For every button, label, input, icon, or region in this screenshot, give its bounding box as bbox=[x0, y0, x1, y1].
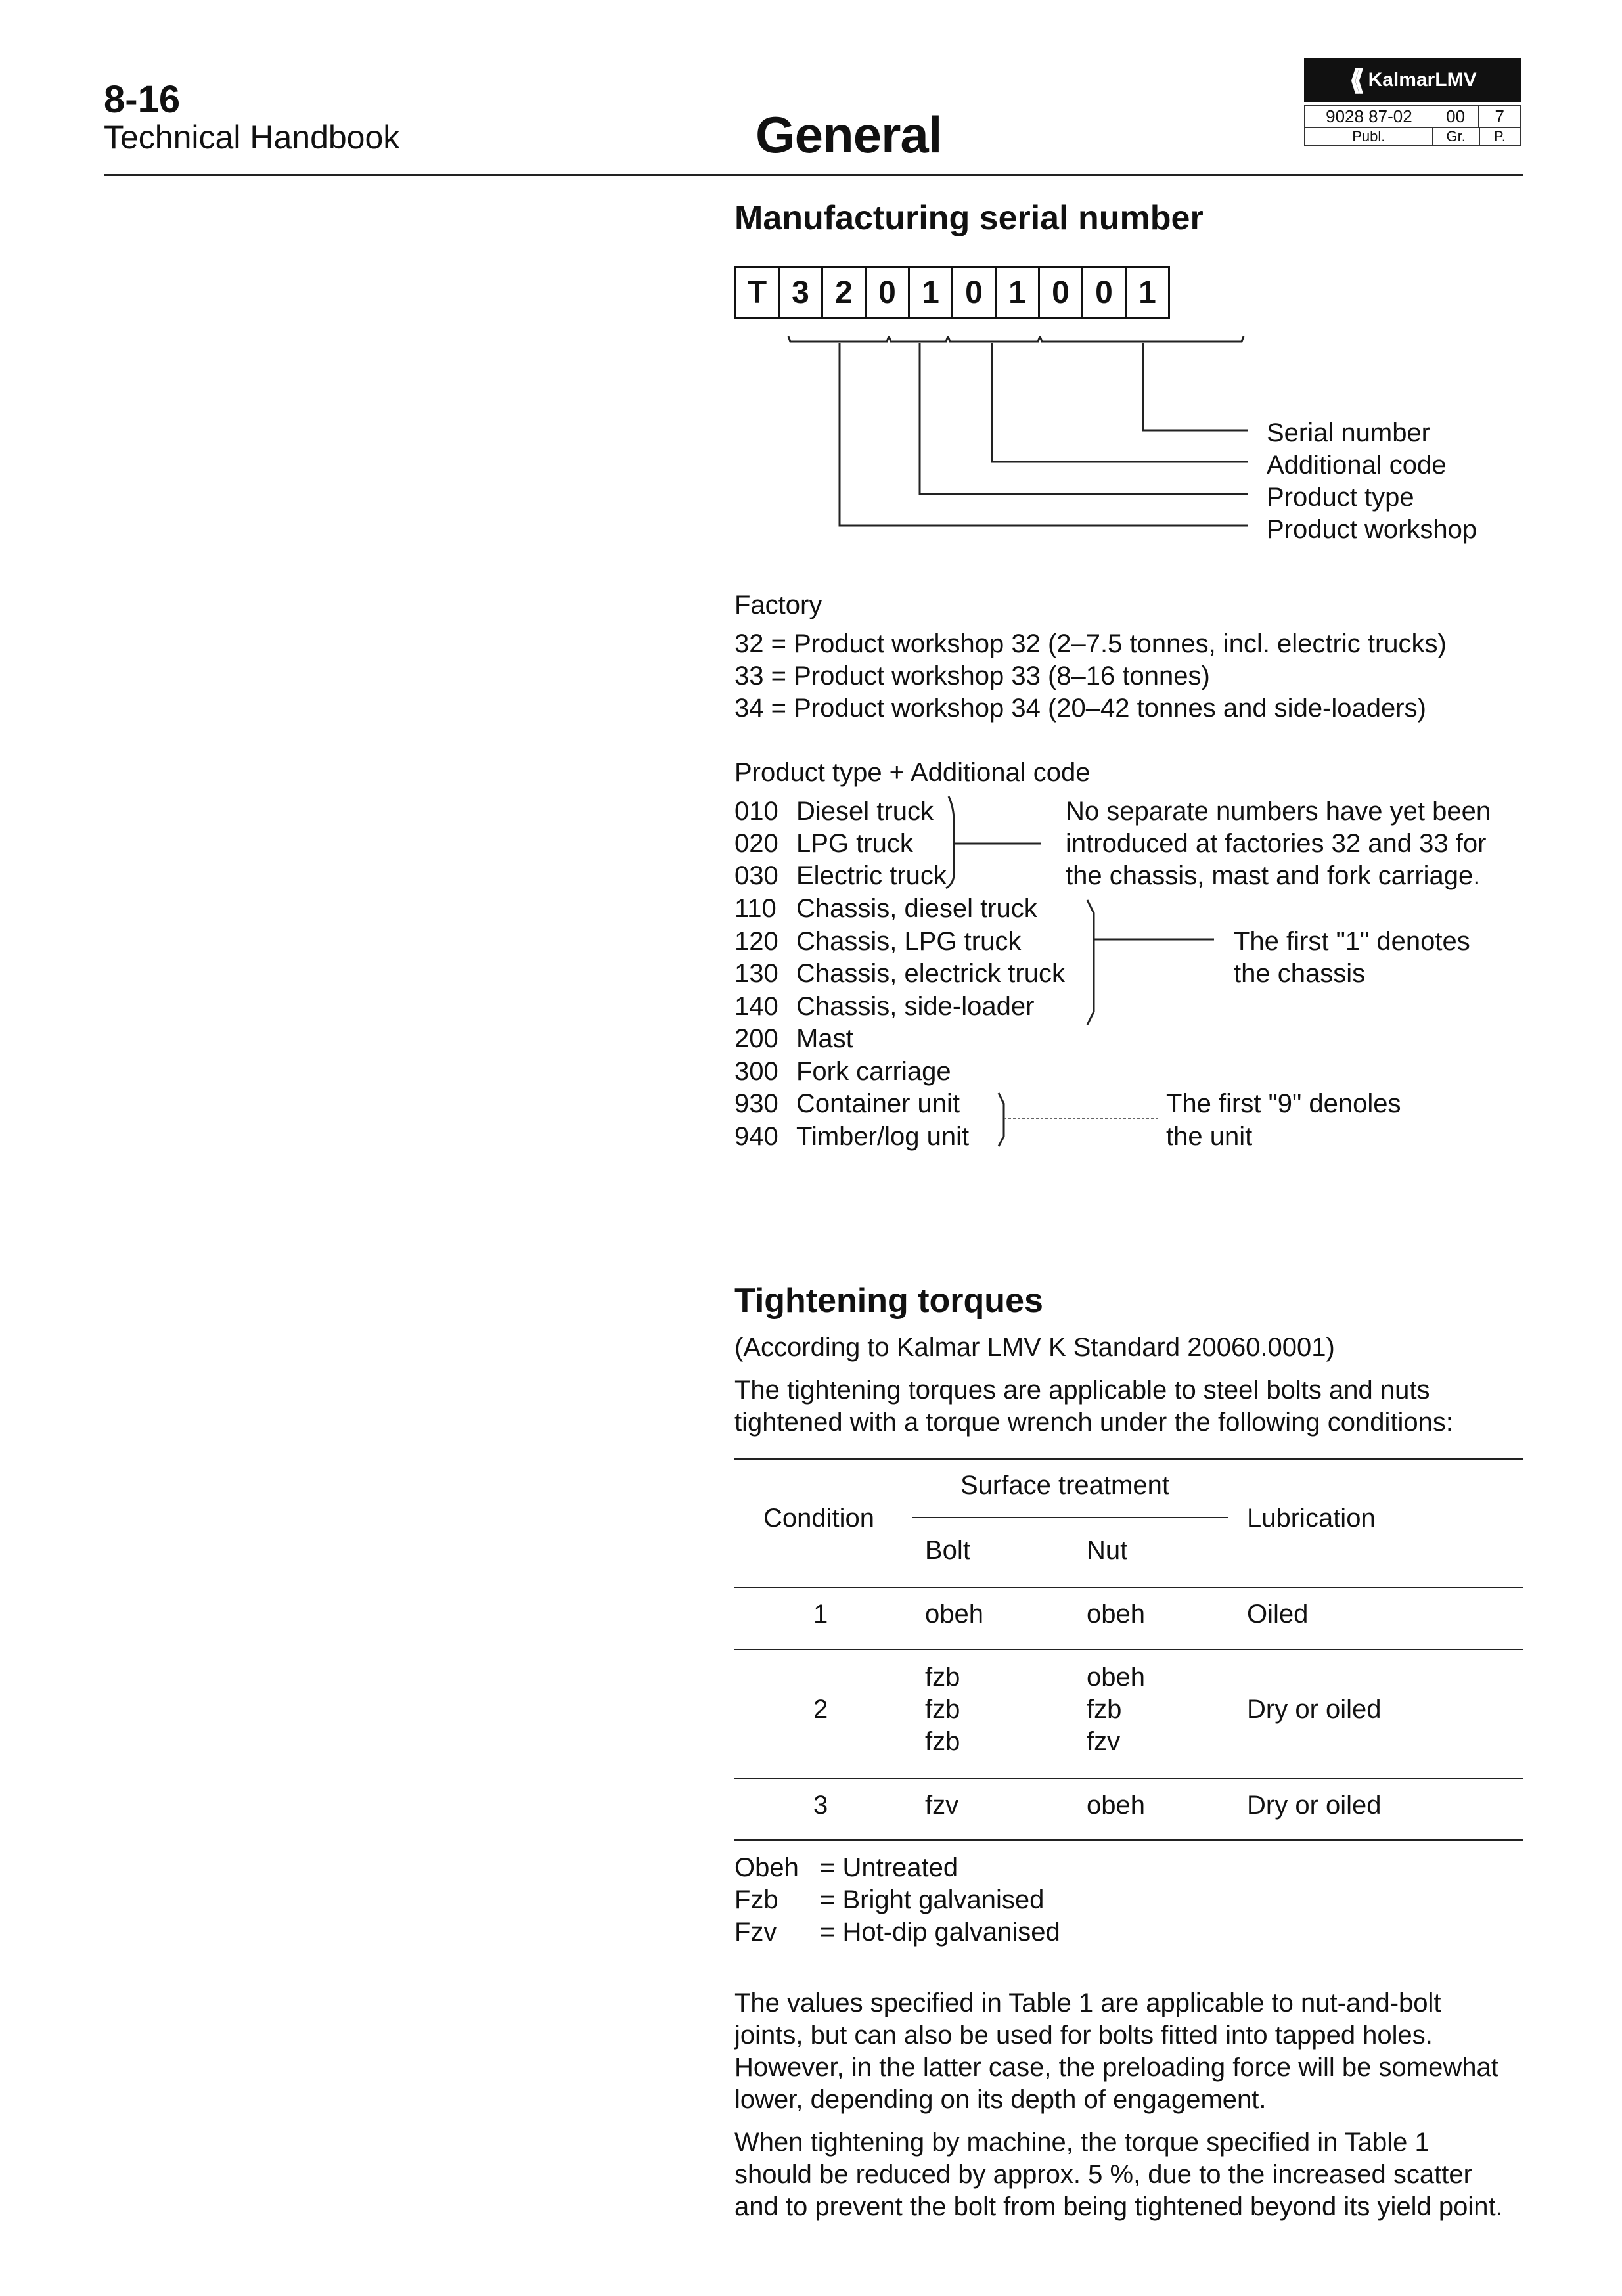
paragraph-line: should be reduced by approx. 5 %, due to the increased scatter bbox=[734, 2160, 1472, 2189]
table-cell-nut: fzb bbox=[1087, 1695, 1122, 1724]
product-type-heading: Product type + Additional code bbox=[734, 758, 1091, 787]
table-cell-bolt: fzb bbox=[925, 1663, 960, 1692]
table-cell-condition: 3 bbox=[813, 1791, 828, 1820]
torques-intro-line: tightened with a torque wrench under the following conditions: bbox=[734, 1408, 1454, 1437]
product-note-line: The first "1" denotes bbox=[1234, 927, 1470, 956]
legend-abbr: Fzb bbox=[734, 1885, 778, 1914]
product-note-line: No separate numbers have yet been bbox=[1066, 797, 1491, 826]
table-top-rule bbox=[734, 1458, 1523, 1460]
section-title: General bbox=[755, 106, 942, 164]
product-code: 020 bbox=[734, 829, 778, 858]
factory-line: 32 = Product workshop 32 (2–7.5 tonnes, incl. electric trucks) bbox=[734, 629, 1447, 658]
serial-digit: 3 bbox=[778, 268, 821, 317]
publication-label-gr: Gr. bbox=[1432, 128, 1479, 145]
publication-page: 7 bbox=[1478, 106, 1520, 127]
product-name: Diesel truck bbox=[796, 797, 934, 826]
product-name: Chassis, diesel truck bbox=[796, 894, 1037, 923]
table-cell-nut: obeh bbox=[1087, 1791, 1145, 1820]
serial-digit: 1 bbox=[995, 268, 1038, 317]
serial-digit: T bbox=[747, 275, 767, 310]
product-name: Mast bbox=[796, 1024, 853, 1053]
table-header-condition: Condition bbox=[763, 1504, 875, 1533]
product-code: 030 bbox=[734, 861, 778, 890]
logo-text: KalmarLMV bbox=[1368, 69, 1477, 91]
product-code: 200 bbox=[734, 1024, 778, 1053]
torques-subheading: (According to Kalmar LMV K Standard 20060.0001) bbox=[734, 1333, 1335, 1362]
table-bottom-rule bbox=[734, 1839, 1523, 1841]
legend-meaning: = Hot-dip galvanised bbox=[820, 1918, 1060, 1947]
product-note-line: introduced at factories 32 and 33 for bbox=[1066, 829, 1487, 858]
table-cell-condition: 1 bbox=[813, 1600, 828, 1629]
serial-digit: 2 bbox=[821, 268, 865, 317]
legend-abbr: Obeh bbox=[734, 1853, 799, 1882]
surface-underline bbox=[912, 1517, 1228, 1518]
torques-intro-line: The tightening torques are applicable to steel bolts and nuts bbox=[734, 1376, 1430, 1405]
publication-label-publ: Publ. bbox=[1352, 128, 1385, 145]
paragraph-line: The values specified in Table 1 are applicable to nut-and-bolt bbox=[734, 1989, 1441, 2017]
table-cell-bolt: obeh bbox=[925, 1600, 983, 1629]
serial-digit: 0 bbox=[1038, 268, 1081, 317]
product-name: LPG truck bbox=[796, 829, 913, 858]
factory-heading: Factory bbox=[734, 591, 822, 619]
paragraph-line: and to prevent the bolt from being tightened beyond its yield point. bbox=[734, 2192, 1503, 2221]
product-code: 940 bbox=[734, 1122, 778, 1151]
serial-heading: Manufacturing serial number bbox=[734, 199, 1204, 237]
table-cell-nut: obeh bbox=[1087, 1600, 1145, 1629]
product-code: 120 bbox=[734, 927, 778, 956]
product-code: 010 bbox=[734, 797, 778, 826]
serial-digit: 0 bbox=[865, 268, 908, 317]
factory-line: 34 = Product workshop 34 (20–42 tonnes and side-loaders) bbox=[734, 694, 1426, 723]
handbook-title: Technical Handbook bbox=[104, 119, 400, 156]
product-name: Chassis, side-loader bbox=[796, 992, 1035, 1021]
paragraph-line: However, in the latter case, the preloading force will be somewhat bbox=[734, 2053, 1498, 2082]
table-header-surface: Surface treatment bbox=[960, 1471, 1169, 1500]
publication-group: 00 bbox=[1446, 106, 1466, 126]
product-code: 110 bbox=[734, 894, 777, 923]
table-header-lubrication: Lubrication bbox=[1247, 1504, 1376, 1533]
factory-line: 33 = Product workshop 33 (8–16 tonnes) bbox=[734, 662, 1210, 690]
publication-label-p: P. bbox=[1479, 128, 1520, 145]
table-cell-bolt: fzb bbox=[925, 1727, 960, 1756]
table-header-nut: Nut bbox=[1087, 1536, 1128, 1565]
product-note-line: the chassis bbox=[1234, 959, 1366, 988]
table-cell-lubrication: Oiled bbox=[1247, 1600, 1309, 1629]
serial-label-product-type: Product type bbox=[1267, 483, 1414, 512]
table-cell-nut: fzv bbox=[1087, 1727, 1121, 1756]
product-name: Chassis, electrick truck bbox=[796, 959, 1065, 988]
serial-digit: 0 bbox=[1081, 268, 1125, 317]
table-cell-bolt: fzv bbox=[925, 1791, 959, 1820]
publication-number: 9028 87-02 bbox=[1326, 106, 1412, 126]
paragraph-line: joints, but can also be used for bolts fitted into tapped holes. bbox=[734, 2021, 1433, 2050]
table-cell-condition: 2 bbox=[813, 1695, 828, 1724]
serial-digit: 1 bbox=[1125, 268, 1168, 317]
table-cell-nut: obeh bbox=[1087, 1663, 1145, 1692]
serial-digit: 0 bbox=[951, 268, 995, 317]
product-code: 300 bbox=[734, 1057, 778, 1086]
page-number: 8-16 bbox=[104, 78, 181, 121]
legend-meaning: = Untreated bbox=[820, 1853, 958, 1882]
product-name: Timber/log unit bbox=[796, 1122, 970, 1151]
product-code: 130 bbox=[734, 959, 778, 988]
product-note-line: the unit bbox=[1166, 1122, 1253, 1151]
paragraph-line: When tightening by machine, the torque specified in Table 1 bbox=[734, 2128, 1430, 2157]
product-name: Electric truck bbox=[796, 861, 947, 890]
paragraph-line: lower, depending on its depth of engagement. bbox=[734, 2085, 1267, 2114]
table-row-rule bbox=[734, 1649, 1523, 1650]
chevron-logo-icon: ⟨⟨ bbox=[1348, 64, 1357, 97]
product-note-line: The first "9" denoles bbox=[1166, 1089, 1401, 1118]
product-note-line: the chassis, mast and fork carriage. bbox=[1066, 861, 1481, 890]
legend-abbr: Fzv bbox=[734, 1918, 777, 1947]
product-code: 140 bbox=[734, 992, 778, 1021]
serial-label-serial-number: Serial number bbox=[1267, 418, 1431, 447]
legend-meaning: = Bright galvanised bbox=[820, 1885, 1045, 1914]
table-header-rule bbox=[734, 1587, 1523, 1588]
serial-label-product-workshop: Product workshop bbox=[1267, 515, 1477, 544]
table-row-rule bbox=[734, 1778, 1523, 1779]
table-header-bolt: Bolt bbox=[925, 1536, 970, 1565]
table-cell-lubrication: Dry or oiled bbox=[1247, 1695, 1382, 1724]
serial-label-additional-code: Additional code bbox=[1267, 451, 1447, 480]
product-name: Container unit bbox=[796, 1089, 960, 1118]
product-name: Fork carriage bbox=[796, 1057, 951, 1086]
torques-heading: Tightening torques bbox=[734, 1282, 1043, 1320]
product-name: Chassis, LPG truck bbox=[796, 927, 1022, 956]
table-cell-lubrication: Dry or oiled bbox=[1247, 1791, 1382, 1820]
product-code: 930 bbox=[734, 1089, 778, 1118]
table-cell-bolt: fzb bbox=[925, 1695, 960, 1724]
serial-digit: 1 bbox=[908, 268, 951, 317]
